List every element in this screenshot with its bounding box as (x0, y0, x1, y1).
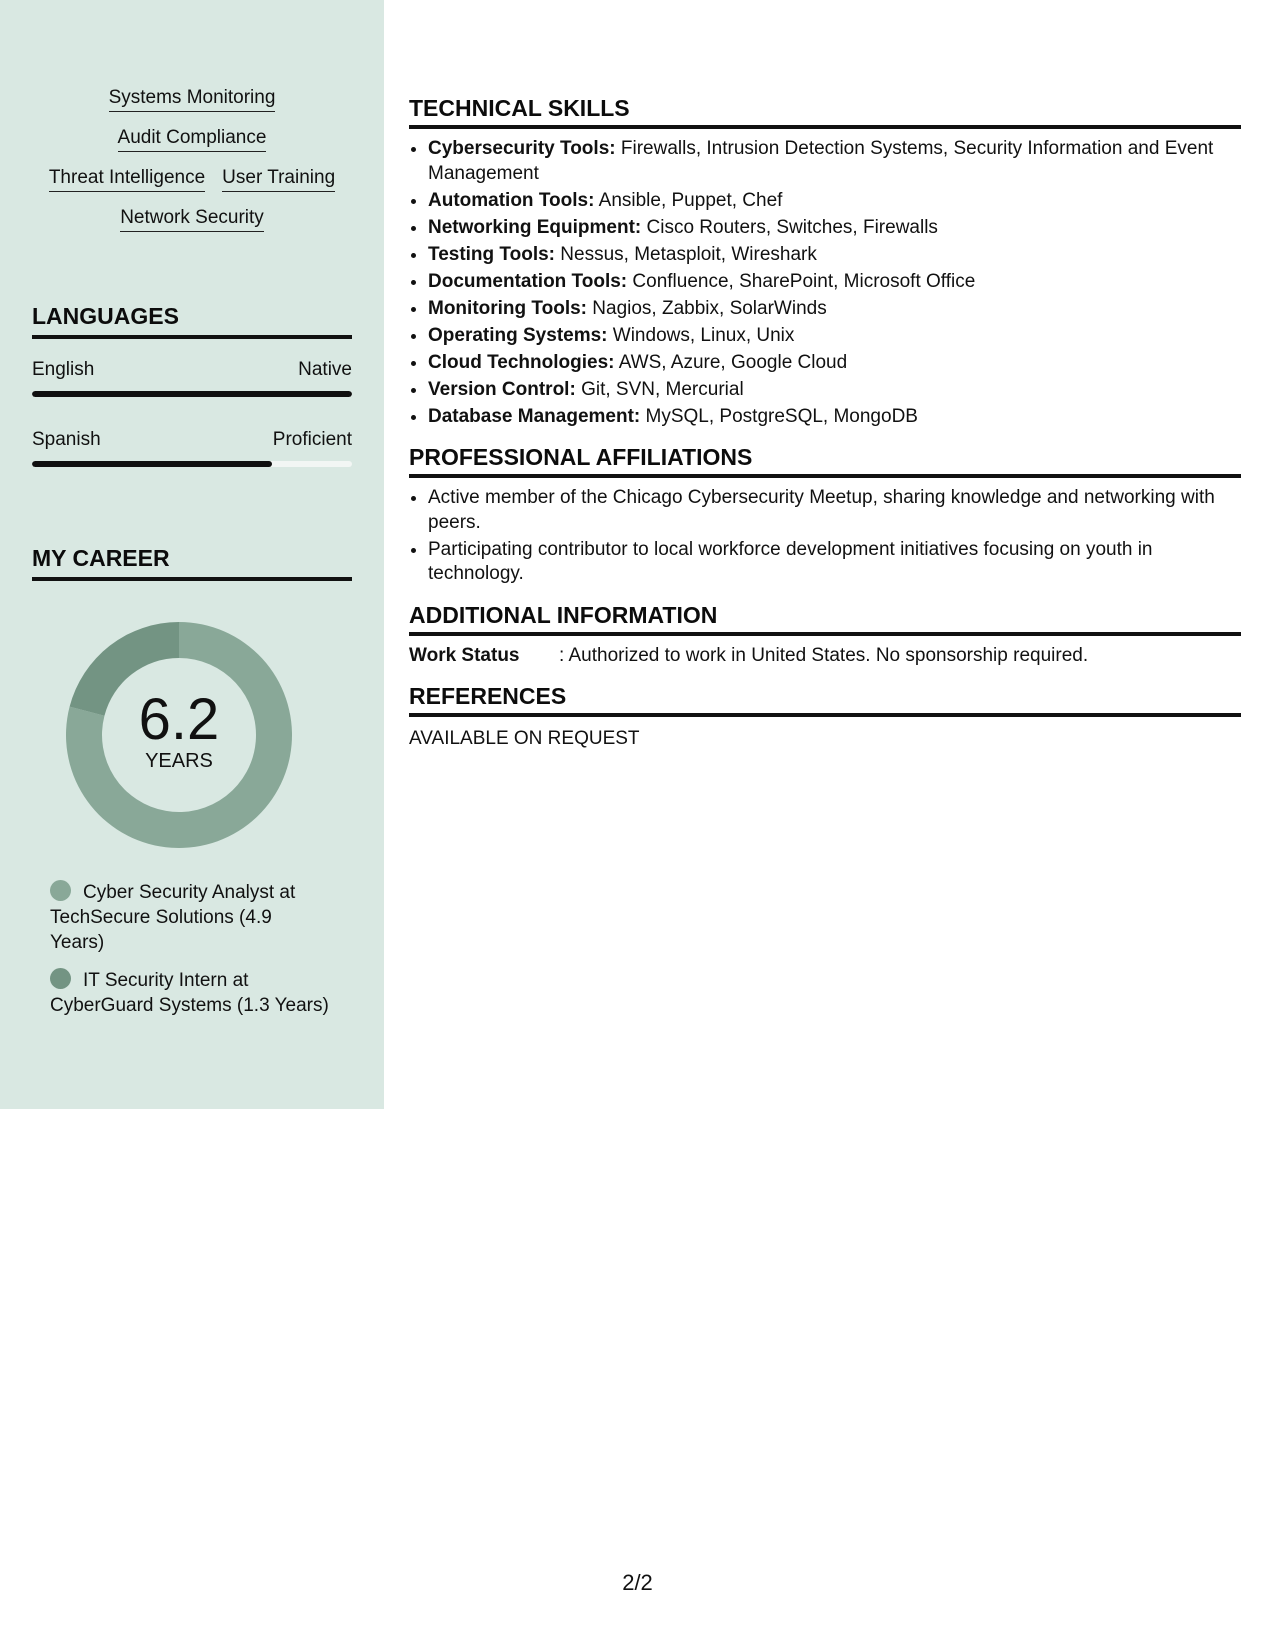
skill-values: Cisco Routers, Switches, Firewalls (646, 216, 938, 238)
references-section (409, 682, 1241, 751)
references-heading: REFERENCES (409, 682, 1241, 717)
list-item: • Active member of the Chicago Cybersecurity Meetup, sharing knowledge and networking with peers. (428, 486, 1241, 535)
list-item (428, 216, 1241, 241)
languages-heading: LANGUAGES (32, 302, 352, 339)
career-legend-label: IT Security Intern at CyberGuard Systems (1.3 Years) (50, 970, 329, 1016)
list-item (428, 270, 1241, 295)
list-item (428, 405, 1241, 430)
skill-category: Monitoring Tools: (428, 297, 587, 319)
skill-category: Version Control: (428, 378, 576, 400)
skill-values: AWS, Azure, Google Cloud (618, 351, 848, 373)
career-legend-label: Cyber Security Analyst at TechSecure Solutions (4.9 Years) (50, 882, 296, 953)
legend-dot-icon (50, 880, 71, 901)
skill-values: Git, SVN, Mercurial (581, 378, 744, 400)
skill-category: Networking Equipment: (428, 216, 642, 238)
skill-values: Ansible, Puppet, Chef (598, 189, 783, 211)
skill-category: Database Management: (428, 405, 641, 427)
skill-tag: Threat Intelligence (49, 166, 205, 192)
work-status-row (409, 644, 1241, 668)
technical-skills-heading: TECHNICAL SKILLS (409, 94, 1241, 129)
language-bar-fill (32, 461, 272, 467)
skill-values: MySQL, PostgreSQL, MongoDB (645, 405, 918, 427)
main-content (409, 94, 1241, 765)
skill-values: Confluence, SharePoint, Microsoft Office (632, 270, 976, 292)
page-number: 2/2 (622, 1570, 653, 1595)
career-donut-chart (66, 622, 292, 848)
skill-category: Operating Systems: (428, 324, 608, 346)
legend-dot-icon (50, 968, 71, 989)
language-spanish (32, 429, 352, 467)
language-level: Native (298, 359, 352, 380)
references-text: AVAILABLE ON REQUEST (409, 727, 640, 749)
skill-tags (32, 86, 352, 232)
skill-tag: Audit Compliance (118, 126, 267, 152)
affiliations-list (409, 486, 1241, 587)
technical-skills-section (409, 94, 1241, 429)
list-item (428, 297, 1241, 322)
language-english (32, 359, 352, 397)
career-total-years: 6.2 (138, 687, 220, 752)
sidebar (0, 0, 384, 1109)
language-level: Proficient (272, 429, 352, 450)
career-total-unit: YEARS (145, 750, 213, 772)
list-item: • Participating contributor to local workforce development initiatives focusing on youth in technology. (428, 538, 1241, 587)
skill-category: Cybersecurity Tools: (428, 138, 616, 159)
skill-tag: User Training (222, 166, 335, 192)
work-status-label: Work Status (409, 644, 520, 666)
skill-category: Documentation Tools: (428, 270, 628, 292)
skill-values: Nagios, Zabbix, SolarWinds (592, 297, 827, 319)
language-bar (32, 461, 352, 467)
career-legend-item (50, 968, 330, 1018)
language-name: Spanish (32, 429, 101, 450)
list-item (428, 324, 1241, 349)
language-bar (32, 391, 352, 397)
language-name: English (32, 359, 95, 380)
career-legend-item (50, 880, 330, 955)
career-legend (50, 880, 330, 1031)
career-heading: MY CAREER (32, 544, 352, 581)
work-status-value: : Authorized to work in United States. No sponsorship required. (559, 644, 1089, 666)
technical-skills-list (409, 137, 1241, 429)
additional-info-heading: ADDITIONAL INFORMATION (409, 601, 1241, 636)
skill-values: Nessus, Metasploit, Wireshark (560, 243, 817, 265)
list-item (428, 378, 1241, 403)
skill-category: Testing Tools: (428, 243, 556, 265)
list-item (428, 243, 1241, 268)
list-item (428, 351, 1241, 376)
skill-category: Cloud Technologies: (428, 351, 615, 373)
skill-category: Automation Tools: (428, 189, 595, 211)
additional-info-section (409, 601, 1241, 668)
skill-tag: Systems Monitoring (109, 86, 276, 112)
list-item (428, 189, 1241, 214)
skill-values: Windows, Linux, Unix (612, 324, 795, 346)
affiliations-heading: PROFESSIONAL AFFILIATIONS (409, 443, 1241, 478)
list-item (428, 137, 1241, 186)
language-bar-fill (32, 391, 352, 397)
skill-values: Firewalls, Intrusion Detection Systems, Security Information and Event Management (428, 138, 1214, 184)
affiliations-section (409, 443, 1241, 587)
skill-tag: Network Security (120, 206, 264, 232)
